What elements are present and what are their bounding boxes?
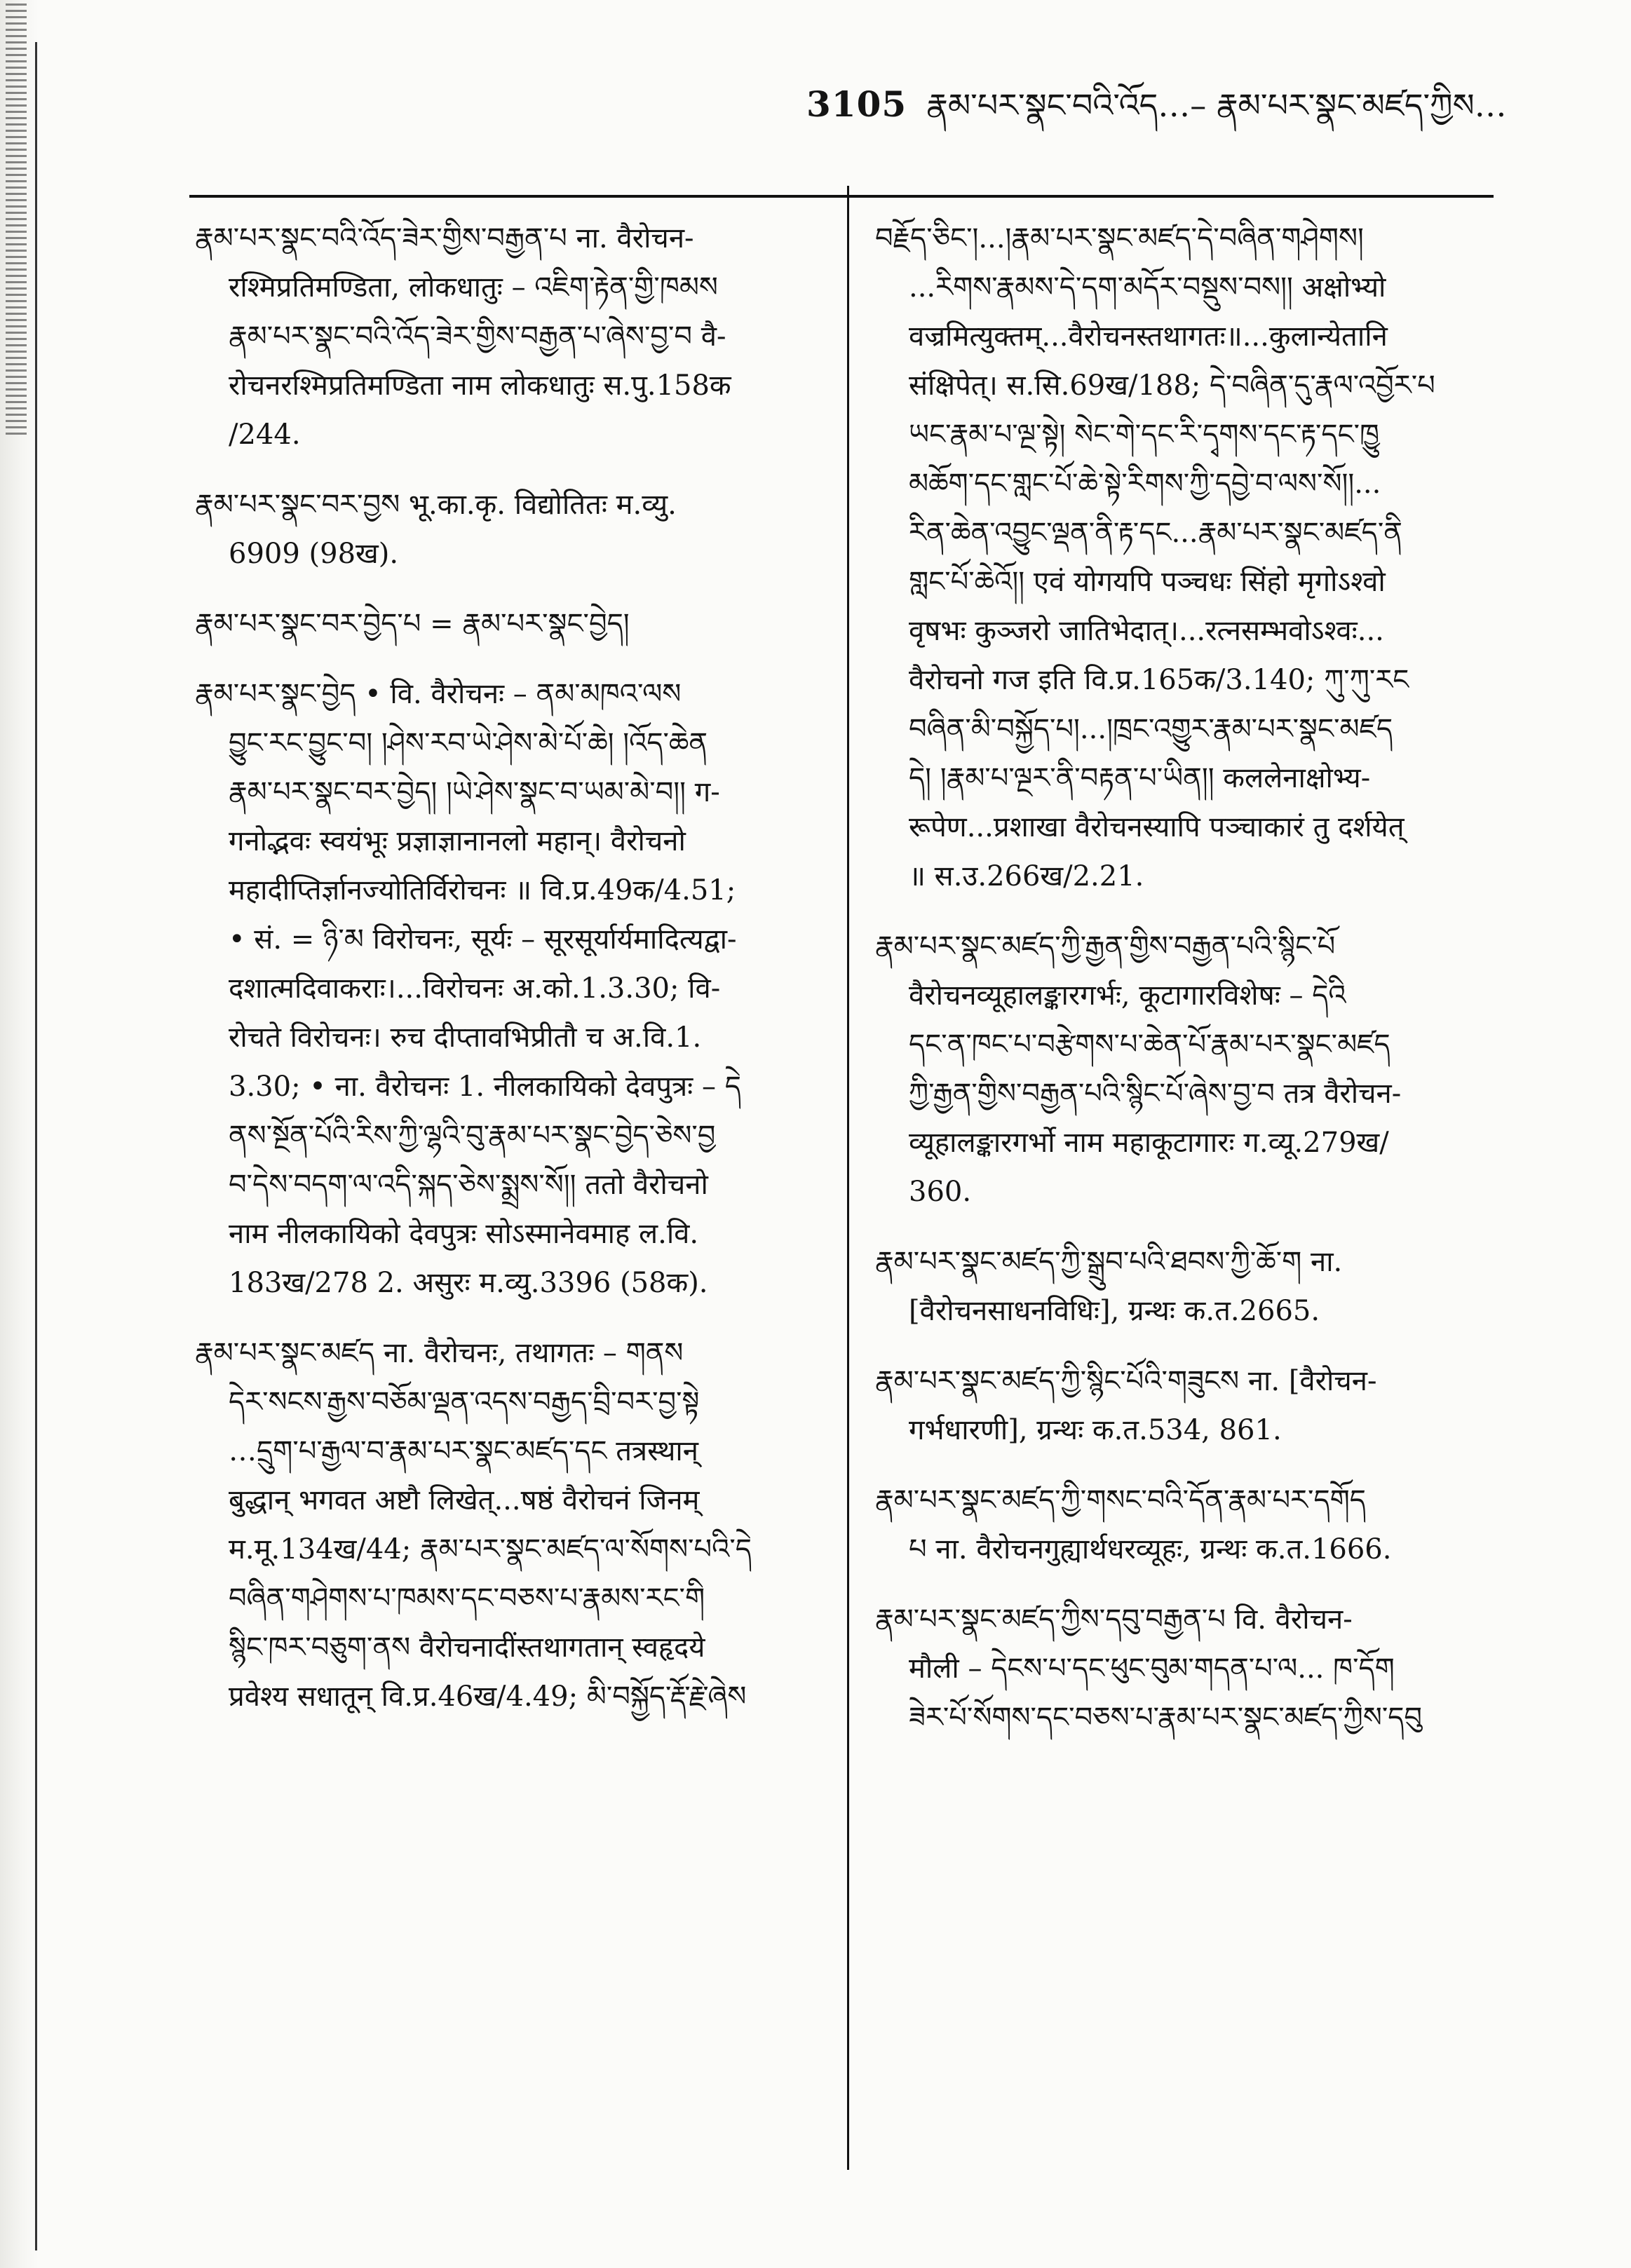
entry-text-line: དང་ན་ཁང་པ་བརྩེགས་པ་ཆེན་པོ་རྣམ་པར་སྣང་མཛད <box>909 1028 1390 1061</box>
page-header <box>806 70 1578 147</box>
entry-headword-line: རྣམ་པར་སྣང་མཛད་ཀྱི་གསང་བའི་དོན་རྣམ་པར་དགོད <box>875 1484 1366 1516</box>
header-rule <box>189 195 1494 198</box>
entry-text-line: ནས་སྔོན་པོའི་རིས་ཀྱི་ལྷའི་བུ་རྣམ་པར་སྣང་བྱེད་ཅེས་བྱ <box>229 1120 716 1152</box>
right-entry <box>875 1595 1506 1742</box>
entry-text-line: མཆོག་དང་གླང་པོ་ཆེ་སྟེ་རིགས་ཀྱི་དབྱེ་བ་ལས་སོ།།... <box>909 468 1381 500</box>
entry-text-line: …དྲུག་པ་རྒྱལ་བ་རྣམ་པར་སྣང་མཛད་དང तत्रस्थान् <box>229 1435 698 1467</box>
entry-text-line: ཡང་རྣམ་པ་ལྔ་སྟེ། སེང་གེ་དང་རི་དྭགས་དང་རྟ་དང་ཁྱུ <box>909 419 1380 451</box>
right-entry <box>875 1237 1506 1336</box>
left-column <box>195 214 826 1742</box>
entry-text-line: ཀྱི་རྒྱན་གྱིས་བརྒྱན་པའི་སྙིང་པོ་ཞེས་བྱ་བ तत्र वैरोचन- <box>909 1078 1402 1110</box>
binding-scan-noise <box>6 0 27 435</box>
entry-text-line: 360. <box>909 1176 972 1208</box>
entry-text-line: वज्रमित्युक्तम्...वैरोचनस्तथागतः॥...कुलान्येतानि <box>909 320 1388 353</box>
entry-text-line: रश्मिप्रतिमण्डिता, लोकधातुः – འཇིག་རྟེན་གྱི་ཁམས <box>229 271 718 304</box>
entry-text-line: प्रवेश्य सधातून् वि.प्र.46ख/4.49; མི་བསྐྱོད་རྡོ་རྗེ་ཞེས <box>229 1680 747 1713</box>
right-column <box>875 214 1506 1763</box>
entry-text-line: महादीप्तिर्ज्ञानज्योतिर्विरोचनः ॥ वि.प्र.49क/4.51; <box>229 874 736 906</box>
entry-text-line: གླང་པོ་ཆེའོ།། एवं योगयपि पञ्चधः सिंहो मृगोऽश्वो <box>909 566 1386 598</box>
column-divider <box>847 186 849 2170</box>
right-entry <box>875 922 1506 1216</box>
entry-text-line: རྣམ་པར་སྣང་བའི་འོད་ཟེར་གྱིས་བརྒྱན་པ་ཞེས་བྱ་བ वै- <box>229 320 726 353</box>
entry-headword-line: བརྗོད་ཅིང་།...།རྣམ་པར་སྣང་མཛད་དེ་བཞིན་གཤེགས། <box>875 222 1364 254</box>
entry-text-line: वृषभः कुञ्जरो जातिभेदात्।...रत्नसम्भवोऽश्वः... <box>909 615 1384 647</box>
entry-text-line: 6909 (98ख). <box>229 538 399 570</box>
entry-text-line: བཞིན་མི་བསྐྱོད་པ།...།ཁྲང་འགྱུར་རྣམ་པར་སྣང་མཛད <box>909 713 1393 745</box>
entry-text-line: པ ना. वैरोचनगुह्यार्थधरव्यूहः, ग्रन्थः क.त.1666. <box>909 1533 1392 1566</box>
right-entry <box>875 1357 1506 1455</box>
entry-headword-line: རྣམ་པར་སྣང་མཛད་ཀྱི་རྒྱན་གྱིས་བརྒྱན་པའི་སྙིང་པོ <box>875 930 1336 963</box>
entry-headword-line: རྣམ་པར་སྣང་བའི་འོད་ཟེར་གྱིས་བརྒྱན་པ ना. वैरोचन- <box>195 222 694 254</box>
entry-headword-line: རྣམ་པར་སྣང་བར་བྱས भू.का.कृ. विद्योतितः म.व्यु. <box>195 489 677 521</box>
entry-text-line: བ་དེས་བདག་ལ་འདི་སྐད་ཅེས་སྨྲས་སོ།། ततो वैरोचनो <box>229 1169 708 1201</box>
entry-text-line: དེ། །རྣམ་པ་ལྔར་ནི་བརྟན་པ་ཡིན།། कललेनाक्षोभ्य- <box>909 762 1371 794</box>
entry-text-line: रोचनरश्मिप्रतिमण्डिता नाम लोकधातुः स.पु.158क <box>229 369 731 402</box>
entry-text-line: नाम नीलकायिको देवपुत्रः सोऽस्मानेवमाह ल.वि. <box>229 1218 699 1250</box>
entry-text-line: वैरोचनो गज इति वि.प्र.165क/3.140; ཀུ་ཀུ་རང <box>909 664 1409 696</box>
entry-headword-line: རྣམ་པར་སྣང་མཛད ना. वैरोचनः, तथागतः – གནས <box>195 1337 684 1369</box>
left-entry <box>195 214 826 459</box>
entry-text-line: རིན་ཆེན་འབྱུང་ལྡན་ནི་རྟ་དང...རྣམ་པར་སྣང་མཛད་ནི <box>909 517 1402 549</box>
entry-text-line: ...རིགས་རྣམས་དེ་དག་མདོར་བསྡུས་བས།། अक्षोभ्यो <box>909 271 1386 304</box>
entry-headword-line: རྣམ་པར་སྣང་བྱེད • वि. वैरोचनः – ནམ་མཁའ་ལས <box>195 678 682 710</box>
entry-text-line: ॥ स.उ.266ख/2.21. <box>909 860 1144 892</box>
left-entry <box>195 1329 826 1721</box>
entry-headword-line: རྣམ་པར་སྣང་མཛད་ཀྱི་སྙིང་པོའི་གཟུངས ना. [वैरोचन- <box>875 1365 1377 1397</box>
entry-text-line: སྙིང་ཁར་བཅུག་ནས वैरोचनादींस्तथागतान् स्वहृदये <box>229 1631 705 1664</box>
entry-text-line: རྣམ་པར་སྣང་བར་བྱེད། །ཡེ་ཤེས་སྣང་བ་ཡམ་མེ་བ།། ग- <box>229 776 720 808</box>
entry-text-line: रोचते विरोचनः। रुच दीप्तावभिप्रीतौ च अ.वि.1. <box>229 1021 702 1054</box>
entry-text-line: བྱུང་རང་བྱུང་བ། །ཤེས་རབ་ཡེ་ཤེས་མེ་པོ་ཆེ། །འོད་ཆེན <box>229 727 708 759</box>
entry-text-line: संक्षिपेत्। स.सि.69ख/188; དེ་བཞིན་དུ་རྣལ་འབྱོར་པ <box>909 369 1435 402</box>
entry-headword-line: རྣམ་པར་སྣང་མཛད་ཀྱིས་དབུ་བརྒྱན་པ वि. वैरोचन- <box>875 1603 1353 1636</box>
entry-text-line: བཞིན་གཤེགས་པ་ཁམས་དང་བཅས་པ་རྣམས་རང་གི <box>229 1582 705 1615</box>
entry-text-line: दशात्मदिवाकराः।...विरोचनः अ.को.1.3.30; वि- <box>229 972 721 1005</box>
entry-text-line: रूपेण...प्रशाखा वैरोचनस्यापि पञ्चाकारं तु दर्शयेत् <box>909 811 1405 843</box>
entry-text-line: • सं. = ཉི་མ विरोचनः, सूर्यः – सूरसूर्यार्यमादित्यद्वा- <box>229 923 737 956</box>
entry-text-line: 183ख/278 2. असुरः म.व्यु.3396 (58क). <box>229 1267 708 1299</box>
entry-text-line: དེར་སངས་རྒྱས་བཅོམ་ལྡན་འདས་བརྒྱད་བྲི་བར་བྱ་སྟེ <box>229 1386 700 1418</box>
entry-text-line: ཟེར་པོ་སོགས་དང་བཅས་པ་རྣམ་པར་སྣང་མཛད་ཀྱིས་དབུ <box>909 1702 1423 1734</box>
entry-text-line: [वैरोचनसाधनविधिः], ग्रन्थः क.त.2665. <box>909 1295 1320 1327</box>
entry-headword-line: རྣམ་པར་སྣང་བར་བྱེད་པ = རྣམ་པར་སྣང་བྱེད། <box>195 608 630 640</box>
binding-gutter-line <box>35 42 37 2250</box>
entry-text-line: बुद्धान् भगवत अष्टौ लिखेत्...षष्ठं वैरोचनं जिनम् <box>229 1484 700 1516</box>
entry-text-line: वैरोचनव्यूहालङ्कारगर्भः, कूटागारविशेषः – དེའི <box>909 979 1346 1012</box>
right-entry <box>875 1476 1506 1574</box>
left-entry <box>195 480 826 578</box>
entry-text-line: व्यूहालङ्कारगर्भो नाम महाकूटागारः ग.व्यू.279ख/ <box>909 1127 1389 1159</box>
entry-text-line: म.मू.134ख/44; རྣམ་པར་སྣང་མཛད་ལ་སོགས་པའི་དེ <box>229 1533 752 1566</box>
running-head: རྣམ་པར་སྣང་བའི་འོད…– རྣམ་པར་སྣང་མཛད་ཀྱིས… <box>926 86 1507 124</box>
entry-text-line: मौली – དེངས་པ་དང་ཕུང་བུམ་གདན་པ་ལ... ཁ་དོག <box>909 1652 1395 1685</box>
entry-headword-line: རྣམ་པར་སྣང་མཛད་ཀྱི་སྒྲུབ་པའི་ཐབས་ཀྱི་ཆོ་ག ना. <box>875 1246 1343 1278</box>
entry-text-line: 3.30; • ना. वैरोचनः 1. नीलकायिको देवपुत्रः – དེ <box>229 1071 741 1103</box>
left-entry <box>195 599 826 649</box>
entry-text-line: गर्भधारणी], ग्रन्थः क.त.534, 861. <box>909 1414 1282 1446</box>
page-number: 3105 <box>806 83 907 125</box>
entry-text-line: /244. <box>229 419 301 451</box>
right-entry <box>875 214 1506 901</box>
left-entry <box>195 670 826 1308</box>
entry-text-line: गनोद्भवः स्वयंभूः प्रज्ञाज्ञानानलो महान्। वैरोचनो <box>229 825 686 857</box>
